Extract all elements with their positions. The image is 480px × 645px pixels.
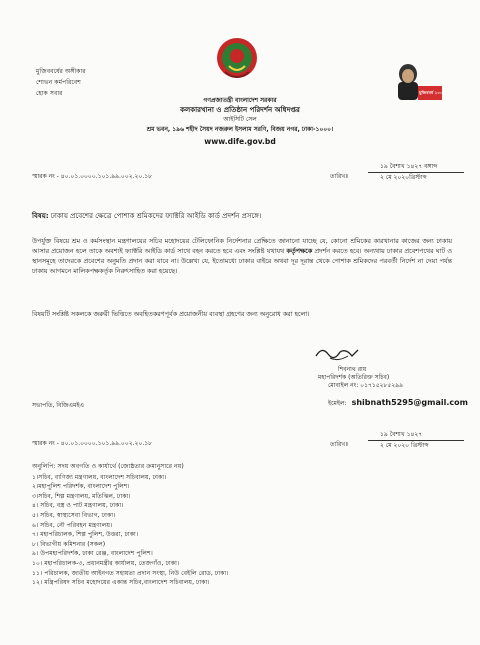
date-bangla-2: ১৯ বৈশাখ ১৪২৭ <box>380 431 423 438</box>
date-bangla: ১৯ বৈশাখ ১৪২৭ বঙ্গাব্দ <box>380 163 438 170</box>
date-divider <box>368 172 464 173</box>
date-divider-2 <box>368 440 464 441</box>
handwritten-signature <box>312 344 372 364</box>
date-label: তারিখঃ <box>330 173 349 180</box>
copy-list <box>32 462 228 588</box>
list-item: ৩।সচিব, শিল্প মন্ত্রণালয়, মতিঝিল, ঢাকা। <box>32 492 131 500</box>
recipient: সভাপতি, বিজিএমইএ <box>32 402 85 409</box>
list-item: ৬। সচিব, নৌ পরিবহন মন্ত্রণালয়। <box>32 521 113 529</box>
copy-heading: অনুলিপি: সদয় অবগতি ও কার্যার্থে (জ্যেষ্ঠতার ক্রমানুসারে নয়) <box>32 463 184 470</box>
list-item: ৫। সচিব, স্বাস্থ্যসেবা বিভাগ, ঢাকা। <box>32 511 116 519</box>
body-paragraph-1 <box>32 236 452 276</box>
org-website: www.dife.gov.bd <box>204 137 276 146</box>
memo-reference: স্মারক নং - ৪০.০১.০০০০.১০১.৯৯.০০২.২০.১৮ <box>32 173 153 180</box>
date-english-2: ২ মে ২০২০ খ্রিস্টাব্দ <box>380 442 429 449</box>
slogan-line-2: শোভন কর্মপরিবেশ <box>36 79 81 86</box>
list-item: ১২। মন্ত্রিপরিষদ সচিব মহোদয়ের একান্ত সচিব,বাংলাদেশ সচিবালয়, ঢাকা। <box>32 579 210 587</box>
org-line-1: গণপ্রজাতন্ত্রী বাংলাদেশ সরকার <box>203 97 277 104</box>
email-label: ইমেইল: <box>328 400 347 407</box>
signatory-designation: মহাপরিদর্শক (অতিরিক্ত সচিব) <box>318 374 390 381</box>
body-paragraph-1-start: উপর্যুক্ত বিষয়ে শ্রম ও কর্মসংস্থান মন্ত্রণালয়ের সচিব মহোদয়ের টেলিফোনিক নির্দেশনার প্রেক্ষিতে জানানো যাচ্ছে যে, কোনো শ্রমিকের কারখানার কাজের জন্য ঢাকায় আসার প্রয়োজন হলে তাকে অবশ্যই ফ্যাক্টরি আইডি কার্ড সাথে বহন করতে হবে এবং সংশ্লিষ্ট যথাযথ <box>32 237 452 255</box>
slogan-line-1: মুজিববর্ষের অঙ্গীকার <box>36 68 86 75</box>
list-item: ৪। সচিব, বস্ত্র ও পাট মন্ত্রণালয়, ঢাকা। <box>32 502 124 510</box>
body-paragraph-2: বিষয়টি সংশ্লিষ্ট সকলকে জরুরী ভিত্তিতে অবহিতকরণপূর্বক প্রয়োজনীয় ব্যবস্থা গ্রহণের জন্য অনুরোধ করা হলো। <box>32 310 310 318</box>
government-logo-icon <box>215 36 259 82</box>
subject-text: ঢাকায় প্রবেশের ক্ষেত্রে পোশাক শ্রমিকদের ফ্যাক্টরি আইডি কার্ড প্রদর্শন প্রসঙ্গে। <box>50 212 262 220</box>
body-paragraph-1-end: প্রদর্শন করতে হবে। অন্যথায় ঢাকার প্রবেশপথের ঘাট ও স্থানসমূহে তাদেরকে প্রবেশের অনুমতি প্রদান করা যাবে না। উল্লেখ্য যে, ইতোমধ্যে ঢাকার বাইরে অথবা দূর দূরান্ত থেকে পোশাক শ্রমিকদের পরবর্তী নির্দেশ না দেয়া পর্যন্ত ঢাকায় আগমনে মালিকপক্ষকর্তৃক নিরুৎসাহিত করা হয়েছে। <box>32 247 452 275</box>
signature-block <box>318 366 468 409</box>
org-address: শ্রম ভবন, ১৯৬ শহীদ সৈয়দ নজরুল ইসলাম সরণি, বিজয় নগর, ঢাকা-১০০০। <box>146 126 334 133</box>
subject-label: বিষয়: <box>32 212 49 220</box>
memo-reference-2: স্মারক নং - ৪০.০১.০০০০.১০১.৯৯.০০২.২০.১৮ <box>32 440 153 447</box>
mujib-borsho-logo <box>386 60 444 104</box>
slogan-block <box>36 66 126 99</box>
date-block <box>330 163 464 182</box>
body-authority-term: কর্তৃপক্ষকে <box>286 247 313 255</box>
date-label-2: তারিখঃ <box>330 441 349 448</box>
signatory-email: shibnath5295@gmail.com <box>351 398 468 407</box>
list-item: ১১। পরিচালক, জাতীয় আইনগত সহায়তা প্রদান সংস্থা, নিউ বেইলি রোড, ঢাকা। <box>32 569 229 577</box>
list-item: ৯। উপমহাপরিদর্শক, ঢাকা রেঞ্জ, বাংলাদেশ পুলিশ। <box>32 550 153 558</box>
signatory-name: শিবনাথ রায় <box>338 366 367 373</box>
date-block-2 <box>330 431 464 450</box>
list-item: ৮। বিভাগীয় কমিশনার (সকল) <box>32 540 106 548</box>
list-item: ২।মহাপুলিশ পরিদর্শক, বাংলাদেশ পুলিশ। <box>32 483 130 491</box>
subject-line <box>32 212 261 221</box>
signatory-mobile: মোবাইল নং: ০১৭১৫২৮৫২৯৯ <box>328 382 404 389</box>
signatory-email-row <box>328 390 468 409</box>
list-item: ১।সচিব, বাণিজ্য মন্ত্রণালয়, বাংলাদেশ সচিবালয়, ঢাকা। <box>32 473 167 481</box>
org-line-2: কলকারখানা ও প্রতিষ্ঠান পরিদর্শন অধিদপ্তর <box>180 106 300 114</box>
org-line-3: আইসিটি সেল <box>223 116 257 123</box>
list-item: ১০। মহাপরিচালক-৩, প্রধানমন্ত্রীর কার্যালয়, তেজগাঁও, ঢাকা। <box>32 559 180 567</box>
list-item: ৭। মহাপরিচালক, শিল্প পুলিশ, উত্তরা, ঢাকা। <box>32 531 139 539</box>
slogan-line-3: হোক সবার <box>36 90 63 97</box>
portrait-caption: মুজিববর্ষ ১০০ <box>419 90 443 95</box>
date-english: ২ মে ২০২০খ্রিস্টাব্দ <box>380 174 427 181</box>
